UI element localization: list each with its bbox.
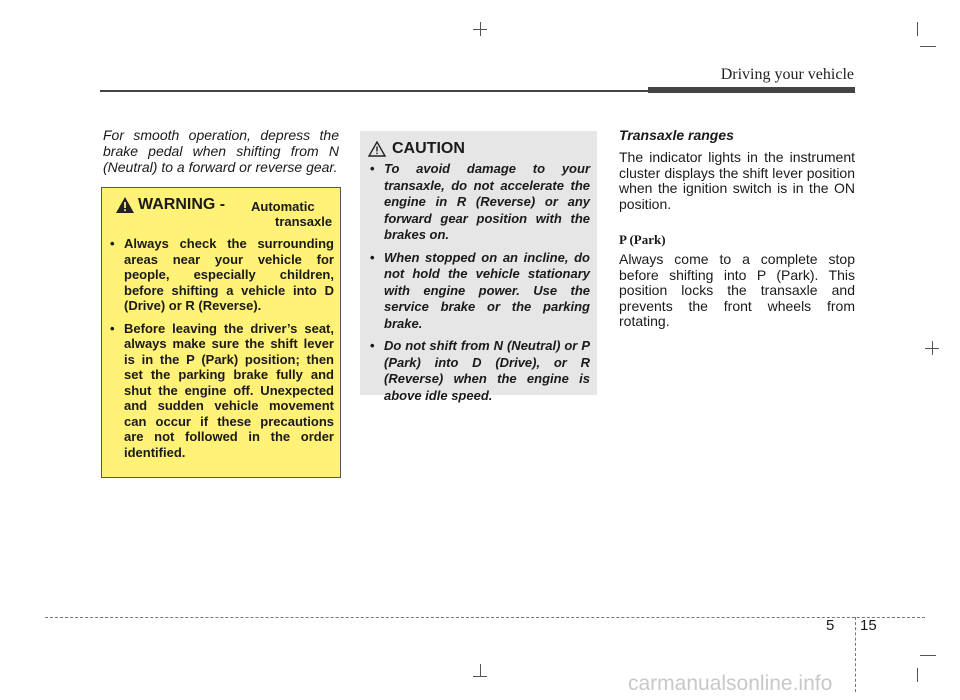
caution-box (360, 131, 597, 403)
caution-item-text: To avoid damage to your transaxle, do not accelerate the engine in R (Reverse) or any forward gear position with the brakes on. (384, 161, 590, 242)
transaxle-ranges-heading: Transaxle ranges (619, 127, 734, 143)
list-item (370, 250, 590, 333)
warning-item-text: Before leaving the driver’s seat, always make sure the shift lever is in the P (Park) position; then set the parking brake fully and shut the engine off. Unexpected and sudden vehicle movement can occur if these precautions are not followed in the order identified. (124, 320, 334, 460)
header-accent-bar (648, 87, 855, 93)
warning-triangle-icon (116, 197, 134, 213)
bullet-icon: • (370, 249, 375, 265)
footer-vertical-dashed-rule (855, 617, 856, 692)
crop-mark-top-right-h (920, 46, 936, 47)
transaxle-ranges-body: The indicator lights in the instrument cluster displays the shift lever position when the ignition switch is in the ON position. (619, 149, 855, 212)
crop-mark-bottom-right-v (917, 668, 918, 682)
warning-subtitle (251, 199, 341, 229)
warning-item-text: Always check the surrounding areas near your vehicle for people, especially children, before shifting a vehicle into D (Drive) or R (Reverse). (124, 236, 334, 313)
warning-subtitle-line1: Automatic (251, 199, 315, 214)
section-title: Driving your vehicle (720, 66, 854, 83)
caution-item-text: Do not shift from N (Neutral) or P (Park) into D (Drive), or R (Reverse) when the engine is above idle speed. (384, 338, 590, 403)
caution-list (370, 161, 590, 410)
warning-list (110, 236, 334, 467)
watermark: carmanualsonline.info (628, 672, 833, 695)
bullet-icon: • (370, 161, 375, 176)
park-body: Always come to a complete stop before shifting into P (Park). This position locks the transaxle and prevents the front wheels from rotating. (619, 251, 855, 329)
bullet-icon: • (110, 320, 115, 336)
caution-triangle-icon (368, 141, 386, 157)
crop-mark-bottom-center-h (473, 676, 487, 677)
footer-dashed-rule (45, 617, 925, 618)
list-item (110, 321, 334, 461)
list-item (370, 161, 590, 244)
caution-title: CAUTION (392, 140, 465, 157)
warning-box (101, 187, 341, 478)
warning-subtitle-line2: transaxle (275, 214, 333, 229)
park-heading: P (Park) (619, 232, 666, 247)
warning-title: WARNING - (138, 196, 226, 213)
crop-mark-bottom-right-h (920, 655, 936, 656)
bullet-icon: • (370, 338, 375, 353)
bullet-icon: • (110, 236, 115, 251)
list-item (370, 338, 590, 404)
caution-item-text: When stopped on an incline, do not hold the vehicle stationary with engine power. Use the service brake or the parking brake. (384, 249, 590, 331)
chapter-number: 5 (826, 617, 835, 634)
crop-mark-bottom-center-v (480, 664, 481, 676)
list-item (110, 236, 334, 314)
page-number: 15 (860, 617, 877, 634)
crop-mark-right-middle-h (925, 348, 939, 349)
intro-text: For smooth operation, depress the brake pedal when shifting from N (Neutral) to a forward or reverse gear. (103, 127, 339, 175)
crop-mark-top-center-h (473, 29, 487, 30)
crop-mark-top-right-v (917, 22, 918, 36)
